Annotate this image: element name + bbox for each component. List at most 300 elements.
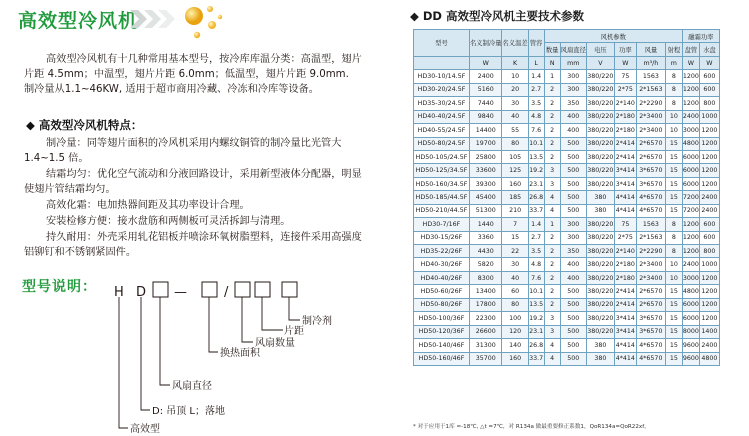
table-cell: 380/220 xyxy=(586,164,614,177)
table-cell: 100 xyxy=(502,312,528,325)
table-cell: 3000 xyxy=(682,271,699,284)
legend-heat-area: 换热面积 xyxy=(220,348,260,359)
table-cell: 105 xyxy=(502,150,528,163)
feature-item: 制冷量：同等翅片面积的冷风机采用内螺纹铜管的制冷量比光管大 1.4~1.5 倍。 xyxy=(24,138,342,165)
table-cell: 3*6570 xyxy=(636,312,665,325)
table-cell: 15 xyxy=(665,339,682,352)
table-cell: 380 xyxy=(586,191,614,204)
table-cell: 2*2290 xyxy=(636,97,665,110)
table-row xyxy=(414,177,720,190)
table-cell: 2*1563 xyxy=(636,83,665,96)
table-cell: HD50-100/36F xyxy=(414,312,470,325)
table-cell: 10 xyxy=(665,271,682,284)
table-cell: 19.2 xyxy=(528,164,544,177)
table-row xyxy=(414,352,720,365)
col-header-fan-diameter: 风扇直径 xyxy=(560,43,586,56)
table-cell: 600 xyxy=(699,218,719,231)
table-cell: 2400 xyxy=(470,70,502,83)
table-cell: 3.5 xyxy=(528,245,544,258)
table-cell: 500 xyxy=(560,312,586,325)
table-cell: 10 xyxy=(502,70,528,83)
page-title: 高效型冷风机 xyxy=(18,10,139,32)
table-cell: 380/220 xyxy=(586,97,614,110)
code-box xyxy=(153,282,168,297)
table-cell: 2*414 xyxy=(614,137,636,150)
table-cell: HD30-20/24.5F xyxy=(414,83,470,96)
table-cell: 3*414 xyxy=(614,312,636,325)
table-cell: 15 xyxy=(665,191,682,204)
table-cell: 15 xyxy=(665,312,682,325)
table-cell: 5820 xyxy=(470,258,502,271)
table-cell: HD40-40/24.5F xyxy=(414,110,470,123)
code-box xyxy=(282,282,297,297)
table-cell: 2*2290 xyxy=(636,245,665,258)
table-cell: 26600 xyxy=(470,325,502,338)
table-cell: 4 xyxy=(544,339,560,352)
table-cell: 1000 xyxy=(699,258,719,271)
table-cell: 17800 xyxy=(470,298,502,311)
table-cell: 8 xyxy=(665,83,682,96)
intro-paragraph: 高效型冷风机有十几种常用基本型号，按冷库库温分类：高温型，翅片片距 4.5mm；中温型，翅片片距 6.0mm；低温型，翅片片距 9.0mm. 制冷量从1.1~46KW, 适用于超市商用冷藏、冷冻和冷库等设备。 xyxy=(24,54,362,96)
code-box xyxy=(255,282,270,297)
table-cell: 4*6570 xyxy=(636,191,665,204)
table-cell: HD30-10/14.5F xyxy=(414,70,470,83)
features-heading: ◆ 高效型冷风机特点： xyxy=(26,118,143,132)
col-header-power: 功率 xyxy=(614,43,636,56)
table-cell: 1400 xyxy=(699,325,719,338)
table-cell: 125 xyxy=(502,164,528,177)
col-header-model: 型号 xyxy=(414,30,470,57)
table-cell: 300 xyxy=(560,83,586,96)
table-cell: HD40-55/24.5F xyxy=(414,124,470,137)
table-cell: HD35-22/26F xyxy=(414,245,470,258)
table-cell: 2 xyxy=(544,110,560,123)
table-cell: 4.8 xyxy=(528,110,544,123)
table-cell: 5160 xyxy=(470,83,502,96)
legend-refrigerant: 制冷剂 xyxy=(302,316,332,327)
table-cell: 2 xyxy=(544,137,560,150)
unit-cell: N xyxy=(544,56,560,69)
table-cell: 1.4 xyxy=(528,70,544,83)
table-row xyxy=(414,271,720,284)
table-cell: 2*414 xyxy=(614,285,636,298)
model-code-d: D xyxy=(136,285,147,300)
table-row xyxy=(414,204,720,217)
table-cell: 300 xyxy=(560,231,586,244)
table-cell: 3*414 xyxy=(614,164,636,177)
table-cell: 10.1 xyxy=(528,285,544,298)
table-cell: 380/220 xyxy=(586,110,614,123)
table-cell: 3 xyxy=(544,177,560,190)
spec-table-body xyxy=(414,70,720,366)
table-cell: 4*6570 xyxy=(636,352,665,365)
table-cell: 380/220 xyxy=(586,245,614,258)
table-cell: 4*414 xyxy=(614,204,636,217)
table-cell: 400 xyxy=(560,124,586,137)
unit-cell: W xyxy=(682,56,699,69)
table-cell: 8 xyxy=(665,231,682,244)
table-row xyxy=(414,258,720,271)
table-cell: 1563 xyxy=(636,218,665,231)
table-cell: 4*414 xyxy=(614,191,636,204)
table-cell: 2.7 xyxy=(528,83,544,96)
table-cell: 2*6570 xyxy=(636,137,665,150)
unit-cell: W xyxy=(699,56,719,69)
table-cell: 19.2 xyxy=(528,312,544,325)
table-cell: 23.1 xyxy=(528,177,544,190)
table-cell: 7200 xyxy=(682,191,699,204)
table-cell: 1563 xyxy=(636,70,665,83)
table-cell: 4 xyxy=(544,191,560,204)
table-cell: 26.8 xyxy=(528,191,544,204)
table-cell: 2*140 xyxy=(614,97,636,110)
table-cell: 400 xyxy=(560,258,586,271)
table-cell: 80 xyxy=(502,298,528,311)
col-header-defrost-group: 融霜功率 xyxy=(682,30,719,43)
table-cell: 6000 xyxy=(682,164,699,177)
feature-item: 安装检修方便：接水盘筋和两侧板可灵活拆卸与清理。 xyxy=(46,216,291,227)
table-cell: 26.8 xyxy=(528,339,544,352)
table-cell: 8 xyxy=(665,97,682,110)
model-heading: 型号说明： xyxy=(22,279,97,295)
col-header-coil: 盘管 xyxy=(682,43,699,56)
table-row xyxy=(414,218,720,231)
table-row xyxy=(414,124,720,137)
table-cell: 3 xyxy=(544,325,560,338)
table-cell: 3*414 xyxy=(614,177,636,190)
unit-cell: L xyxy=(528,56,544,69)
table-cell: 2*414 xyxy=(614,150,636,163)
table-cell: 35700 xyxy=(470,352,502,365)
table-cell: 1200 xyxy=(699,164,719,177)
table-cell: HD50-160/34.5F xyxy=(414,177,470,190)
table-cell: 31300 xyxy=(470,339,502,352)
table-cell: 15 xyxy=(665,204,682,217)
unit-cell xyxy=(414,56,470,69)
table-cell: 75 xyxy=(614,70,636,83)
unit-cell: W xyxy=(470,56,502,69)
table-cell: 3360 xyxy=(470,231,502,244)
table-cell: 13.5 xyxy=(528,150,544,163)
table-cell: 2*6570 xyxy=(636,150,665,163)
table-cell: 15 xyxy=(665,325,682,338)
table-row xyxy=(414,110,720,123)
table-cell: 1 xyxy=(544,218,560,231)
table-cell: 7.6 xyxy=(528,271,544,284)
table-cell: 2*180 xyxy=(614,271,636,284)
table-cell: 600 xyxy=(699,231,719,244)
table-cell: 2400 xyxy=(699,339,719,352)
table-cell: 2 xyxy=(544,83,560,96)
table-cell: 140 xyxy=(502,339,528,352)
table-cell: 380/220 xyxy=(586,83,614,96)
table-cell: 14400 xyxy=(470,124,502,137)
table-cell: 4 xyxy=(544,204,560,217)
table-cell: 500 xyxy=(560,191,586,204)
table-cell: 8 xyxy=(665,245,682,258)
table-cell: 20 xyxy=(502,83,528,96)
table-cell: 13400 xyxy=(470,285,502,298)
legend-fan-count: 风扇数量 xyxy=(255,338,295,349)
spec-table-title: ◆ DD 高效型冷风机主要技术参数 xyxy=(410,9,584,23)
table-cell: 2*1563 xyxy=(636,231,665,244)
table-cell: 33600 xyxy=(470,164,502,177)
table-cell: 1200 xyxy=(699,285,719,298)
table-cell: 1200 xyxy=(699,177,719,190)
table-cell: 30 xyxy=(502,258,528,271)
table-cell: 500 xyxy=(560,352,586,365)
table-cell: 400 xyxy=(560,110,586,123)
table-cell: 380/220 xyxy=(586,150,614,163)
feature-item: 高效化霜：电加热器间距及其功率设计合理。 xyxy=(46,200,250,211)
table-cell: 380/220 xyxy=(586,298,614,311)
table-cell: 185 xyxy=(502,191,528,204)
table-cell: 10 xyxy=(665,124,682,137)
table-cell: 2400 xyxy=(699,191,719,204)
table-cell: 300 xyxy=(560,218,586,231)
table-row xyxy=(414,298,720,311)
table-cell: 15 xyxy=(665,177,682,190)
table-cell: 1200 xyxy=(682,245,699,258)
table-header-row xyxy=(414,30,720,43)
table-cell: 2400 xyxy=(682,258,699,271)
table-cell: 7 xyxy=(502,218,528,231)
table-cell: HD50-60/26F xyxy=(414,285,470,298)
table-cell: 2*3400 xyxy=(636,124,665,137)
col-header-temp-diff: 名义温差 xyxy=(502,30,528,57)
table-cell: 500 xyxy=(560,298,586,311)
table-cell: HD50-120/36F xyxy=(414,325,470,338)
table-cell: 4800 xyxy=(699,352,719,365)
table-cell: 350 xyxy=(560,245,586,258)
table-cell: 39300 xyxy=(470,177,502,190)
table-cell: 33.7 xyxy=(528,204,544,217)
table-cell: 600 xyxy=(699,70,719,83)
table-cell: 4*6570 xyxy=(636,204,665,217)
table-cell: HD50-160/46F xyxy=(414,352,470,365)
table-cell: 380 xyxy=(586,339,614,352)
table-cell: 8 xyxy=(665,70,682,83)
unit-cell: V xyxy=(586,56,614,69)
table-cell: 380/220 xyxy=(586,70,614,83)
table-cell: 55 xyxy=(502,124,528,137)
table-cell: 1200 xyxy=(699,124,719,137)
table-cell: 4 xyxy=(544,352,560,365)
table-cell: 380/220 xyxy=(586,258,614,271)
table-cell: 380/220 xyxy=(586,325,614,338)
table-cell: 4800 xyxy=(682,137,699,150)
table-cell: HD50-210/44.5F xyxy=(414,204,470,217)
legend-efficient: 高效型 xyxy=(130,424,160,435)
unit-cell: m³/h xyxy=(636,56,665,69)
table-cell: 500 xyxy=(560,204,586,217)
table-cell: 6000 xyxy=(682,298,699,311)
table-cell: 15 xyxy=(665,150,682,163)
table-row xyxy=(414,312,720,325)
table-cell: 3 xyxy=(544,312,560,325)
table-cell: HD30-15/26F xyxy=(414,231,470,244)
table-cell: 45400 xyxy=(470,191,502,204)
table-cell: 4*6570 xyxy=(636,339,665,352)
table-row xyxy=(414,97,720,110)
table-cell: 500 xyxy=(560,137,586,150)
table-cell: 380/220 xyxy=(586,312,614,325)
table-cell: 15 xyxy=(665,285,682,298)
table-cell: 2*75 xyxy=(614,83,636,96)
table-cell: HD40-40/26F xyxy=(414,271,470,284)
table-cell: 22 xyxy=(502,245,528,258)
col-header-fan-group: 风机参数 xyxy=(544,30,682,43)
table-cell: 15 xyxy=(665,164,682,177)
table-cell: 1000 xyxy=(699,110,719,123)
table-cell: 6000 xyxy=(682,150,699,163)
table-row xyxy=(414,339,720,352)
table-cell: 1.4 xyxy=(528,218,544,231)
col-header-airflow: 风量 xyxy=(636,43,665,56)
col-header-fan-count: 数量 xyxy=(544,43,560,56)
table-cell: 380/220 xyxy=(586,231,614,244)
table-cell: HD50-80/26F xyxy=(414,298,470,311)
table-row xyxy=(414,150,720,163)
table-cell: HD40-30/26F xyxy=(414,258,470,271)
table-cell: HD50-80/24.5F xyxy=(414,137,470,150)
table-cell: 800 xyxy=(699,97,719,110)
table-cell: 22300 xyxy=(470,312,502,325)
table-cell: 350 xyxy=(560,97,586,110)
table-cell: 2 xyxy=(544,231,560,244)
legend-fin-pitch: 片距 xyxy=(284,326,304,337)
table-cell: 500 xyxy=(560,164,586,177)
legend-fan-diameter: 风扇直径 xyxy=(172,381,212,392)
model-code-slash: / xyxy=(224,285,229,300)
table-cell: 7200 xyxy=(682,204,699,217)
model-code-dash: — xyxy=(174,285,187,300)
table-cell: 3 xyxy=(544,164,560,177)
table-cell: 380/220 xyxy=(586,218,614,231)
table-cell: 4430 xyxy=(470,245,502,258)
table-cell: HD35-30/24.5F xyxy=(414,97,470,110)
table-cell: 15 xyxy=(665,298,682,311)
table-row xyxy=(414,164,720,177)
table-cell: 30 xyxy=(502,97,528,110)
model-code-h: H xyxy=(114,285,124,300)
table-cell: 15 xyxy=(502,231,528,244)
feature-item: 持久耐用：外壳采用轧花铝板并喷涂环氧树脂塑料，连接件采用高强度铝铆钉和不锈钢紧固件。 xyxy=(24,232,362,259)
table-cell: HD50-185/44.5F xyxy=(414,191,470,204)
col-header-voltage: 电压 xyxy=(586,43,614,56)
table-cell: 500 xyxy=(560,339,586,352)
spec-table xyxy=(413,29,720,366)
table-cell: 160 xyxy=(502,352,528,365)
table-row xyxy=(414,245,720,258)
table-row xyxy=(414,83,720,96)
table-cell: 2400 xyxy=(699,204,719,217)
table-cell: 1200 xyxy=(699,312,719,325)
table-cell: 2 xyxy=(544,150,560,163)
code-box xyxy=(235,282,250,297)
unit-cell: m xyxy=(665,56,682,69)
table-cell: 1200 xyxy=(699,137,719,150)
table-cell: 3*414 xyxy=(614,325,636,338)
table-cell: 2*6570 xyxy=(636,285,665,298)
col-header-throw: 射程 xyxy=(665,43,682,56)
table-cell: 80 xyxy=(502,137,528,150)
table-footnote: * 对于应用于1库 ≈-18℃, △t =7℃，对 R134a 做最重要修正系数1，QoR134a=QoR22xf。 xyxy=(413,424,650,430)
table-cell: 2.7 xyxy=(528,231,544,244)
table-cell: 1200 xyxy=(699,150,719,163)
table-cell: 800 xyxy=(699,245,719,258)
table-cell: 75 xyxy=(614,218,636,231)
table-cell: 2 xyxy=(544,298,560,311)
table-cell: HD50-105/24.5F xyxy=(414,150,470,163)
table-cell: 4*414 xyxy=(614,352,636,365)
table-cell: 6000 xyxy=(682,177,699,190)
table-cell: 13.5 xyxy=(528,298,544,311)
table-cell: 1200 xyxy=(682,97,699,110)
table-cell: 2*3400 xyxy=(636,258,665,271)
unit-cell: K xyxy=(502,56,528,69)
table-cell: HD30-7/16F xyxy=(414,218,470,231)
col-header-tray: 水盘 xyxy=(699,43,719,56)
table-cell: 8 xyxy=(665,218,682,231)
table-cell: 3*6570 xyxy=(636,164,665,177)
table-unit-row xyxy=(414,56,720,69)
code-box xyxy=(202,282,217,297)
table-cell: HD50-140/46F xyxy=(414,339,470,352)
table-cell: 500 xyxy=(560,150,586,163)
table-cell: 33.7 xyxy=(528,352,544,365)
table-cell: 7440 xyxy=(470,97,502,110)
table-cell: 15 xyxy=(665,352,682,365)
table-cell: 1440 xyxy=(470,218,502,231)
table-cell: 500 xyxy=(560,177,586,190)
table-cell: 1200 xyxy=(699,271,719,284)
table-row xyxy=(414,191,720,204)
table-cell: 380/220 xyxy=(586,285,614,298)
col-header-volume: 管容 xyxy=(528,30,544,57)
table-cell: 2*3400 xyxy=(636,271,665,284)
table-row xyxy=(414,70,720,83)
table-cell: 380/220 xyxy=(586,137,614,150)
table-cell: 2*3400 xyxy=(636,110,665,123)
table-cell: 10.1 xyxy=(528,137,544,150)
table-cell: 9600 xyxy=(682,339,699,352)
table-cell: 40 xyxy=(502,110,528,123)
table-cell: 2 xyxy=(544,124,560,137)
table-cell: 8300 xyxy=(470,271,502,284)
table-cell: 25800 xyxy=(470,150,502,163)
table-cell: 1200 xyxy=(682,231,699,244)
table-cell: 1200 xyxy=(682,83,699,96)
table-cell: 380/220 xyxy=(586,124,614,137)
table-cell: 2*180 xyxy=(614,258,636,271)
table-row xyxy=(414,285,720,298)
table-cell: 380 xyxy=(586,352,614,365)
table-cell: 3.5 xyxy=(528,97,544,110)
table-cell: 2*414 xyxy=(614,298,636,311)
table-cell: 23.1 xyxy=(528,325,544,338)
table-cell: 2*140 xyxy=(614,245,636,258)
table-cell: 4.8 xyxy=(528,258,544,271)
table-cell: 120 xyxy=(502,325,528,338)
table-cell: 8000 xyxy=(682,325,699,338)
table-cell: 380 xyxy=(586,204,614,217)
table-cell: 40 xyxy=(502,271,528,284)
table-cell: 9840 xyxy=(470,110,502,123)
table-cell: 1 xyxy=(544,70,560,83)
table-cell: 2*75 xyxy=(614,231,636,244)
table-cell: 380/220 xyxy=(586,271,614,284)
